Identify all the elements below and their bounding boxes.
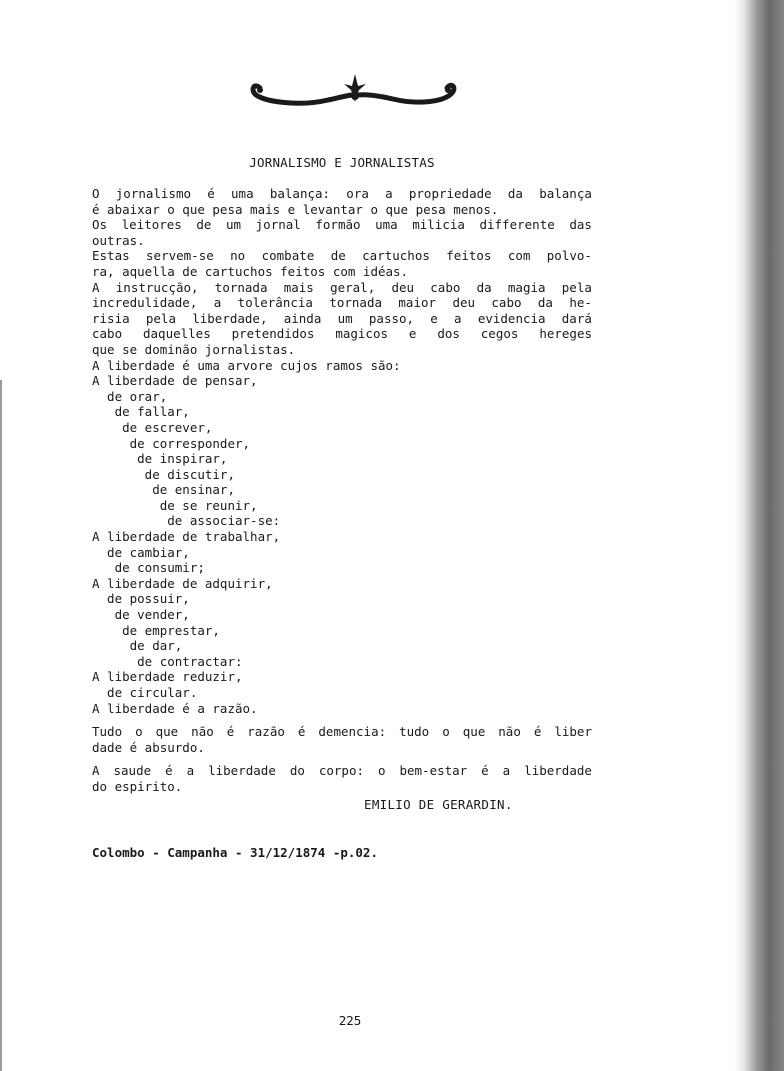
text-line: de discutir, xyxy=(92,466,235,482)
article-body xyxy=(92,186,592,795)
text-line: A saude é a liberdade do corpo: o bem-estar é a liberdade xyxy=(92,763,592,779)
text-line: A liberdade reduzir, xyxy=(92,669,243,685)
text-line: incredulidade, a tolerância tornada maior deu cabo da he- xyxy=(92,295,592,311)
text-line: dade é absurdo. xyxy=(92,739,205,755)
source-citation: Colombo - Campanha - 31/12/1874 -p.02. xyxy=(92,845,378,860)
text-line: de se reunir, xyxy=(92,497,258,513)
text-line: Estas servem-se no combate de cartuchos feitos com polvo- xyxy=(92,248,592,264)
text-line: de consumir; xyxy=(92,560,205,576)
text-line: A liberdade de adquirir, xyxy=(92,575,273,591)
author-signature: EMILIO DE GERARDIN. xyxy=(364,797,513,812)
text-line: A liberdade de pensar, xyxy=(92,373,258,389)
text-line: de circular. xyxy=(92,685,198,700)
text-line: que se dominão jornalistas. xyxy=(92,341,296,357)
text-line: de fallar, xyxy=(92,404,190,420)
text-line: Os leitores de um jornal formão uma milicia differente das xyxy=(92,217,592,233)
text-line: A liberdade de trabalhar, xyxy=(92,529,281,545)
text-line: de corresponder, xyxy=(92,435,251,451)
text-line: A instrucção, tornada mais geral, deu cabo da magia pela xyxy=(92,279,592,295)
text-line: de dar, xyxy=(92,638,183,654)
text-line: Tudo o que não é razão é demencia: tudo o que não é liber xyxy=(92,724,592,740)
text-line: O jornalismo é uma balança: ora a propriedade da balança xyxy=(92,186,592,201)
text-line: de inspirar, xyxy=(92,451,228,467)
text-line: A liberdade é a razão. xyxy=(92,700,258,716)
text-line: de contractar: xyxy=(92,653,243,669)
text-line: de possuir, xyxy=(92,591,190,607)
text-line: de vender, xyxy=(92,607,190,623)
text-line: de associar-se: xyxy=(92,513,281,529)
text-line: A liberdade é uma arvore cujos ramos são: xyxy=(92,357,401,373)
text-line: risia pela liberdade, ainda um passo, e a evidencia dará xyxy=(92,310,592,326)
text-line: outras. xyxy=(92,232,145,248)
page-binding-shadow xyxy=(734,0,784,1071)
page-edge-line xyxy=(0,380,2,1071)
article-title: JORNALISMO E JORNALISTAS xyxy=(249,155,435,170)
text-line: é abaixar o que pesa mais e levantar o que pesa menos. xyxy=(92,201,499,217)
text-line: de emprestar, xyxy=(92,622,220,638)
text-line: ra, aquella de cartuchos feitos com idéas. xyxy=(92,263,409,279)
page-number: 225 xyxy=(338,1013,362,1028)
text-line: de orar, xyxy=(92,388,168,404)
text-line: do espirito. xyxy=(92,778,183,794)
text-line: de ensinar, xyxy=(92,482,235,498)
text-line: cabo daquelles pretendidos magicos e dos cegos hereges xyxy=(92,326,592,342)
text-line: de cambiar, xyxy=(92,544,190,560)
flourish-ornament-icon xyxy=(248,68,462,114)
text-line: de escrever, xyxy=(92,419,213,435)
